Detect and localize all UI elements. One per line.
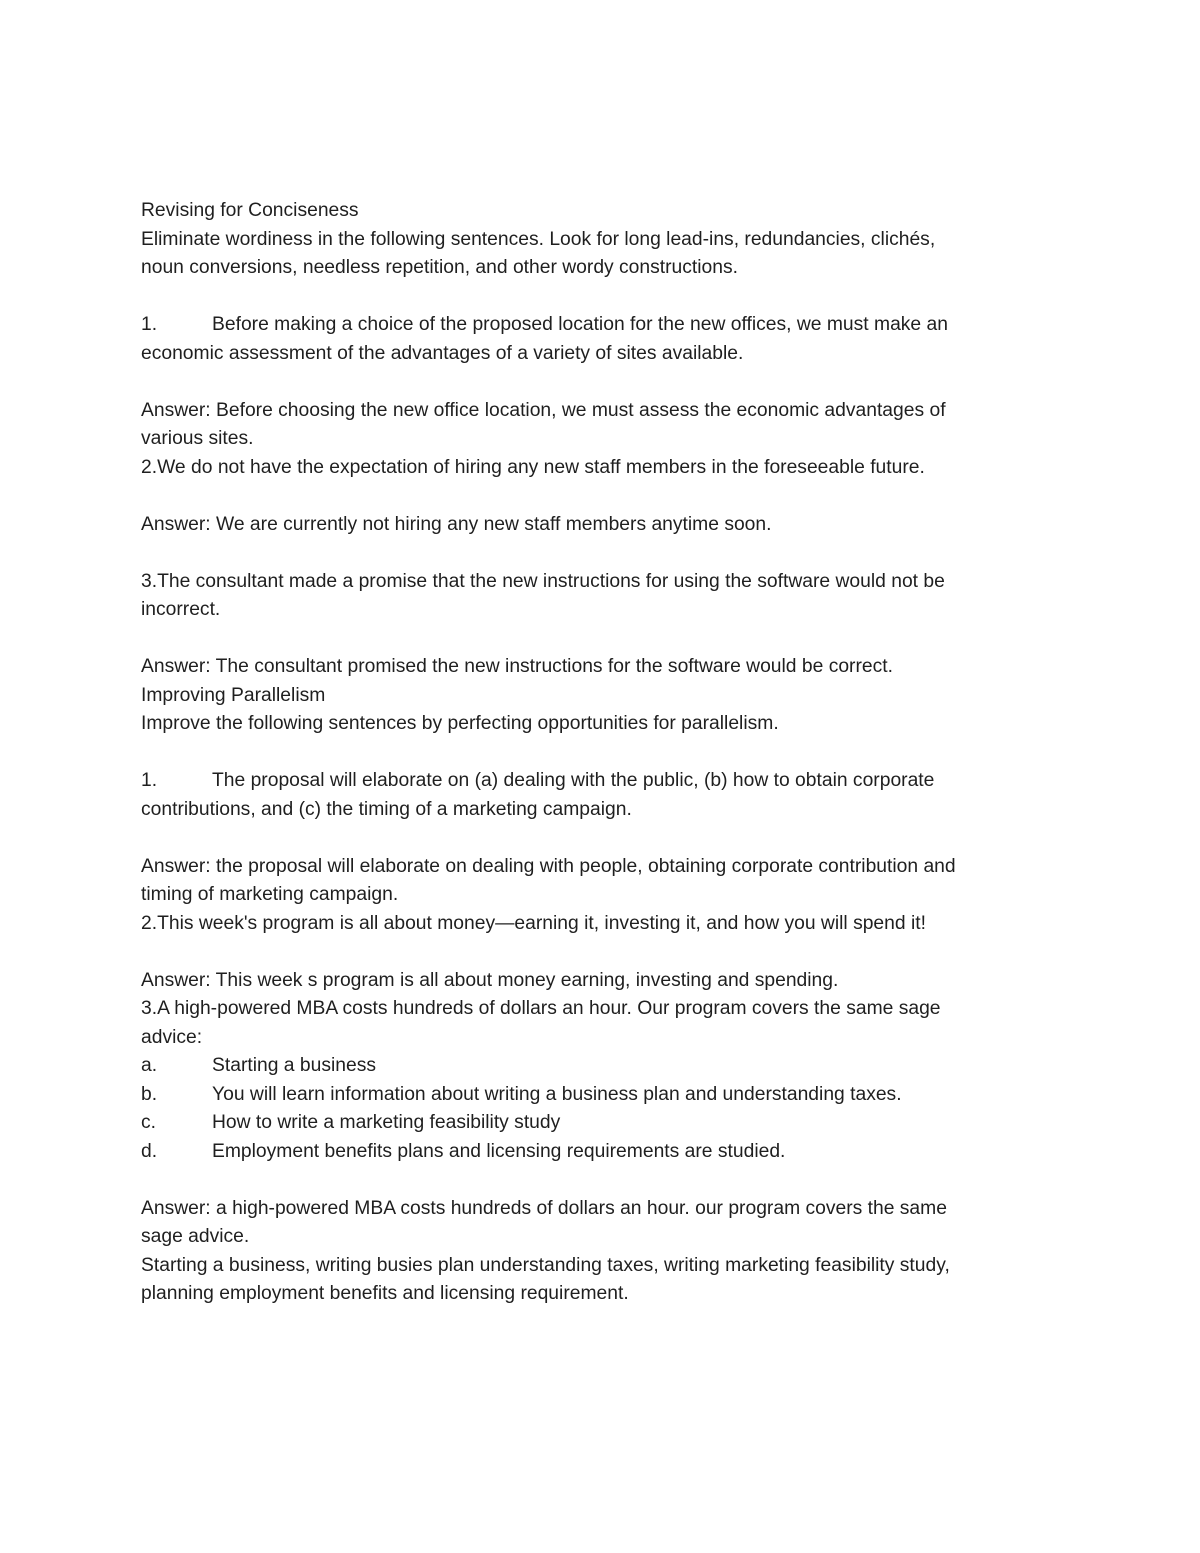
answer-text: Starting a business, writing busies plan understanding taxes, writing marketing feasibility study, (141, 1254, 950, 1276)
question-2: 2.We do not have the expectation of hiring any new staff members in the foreseeable future. (141, 456, 925, 478)
section-heading-conciseness: Revising for Conciseness (141, 200, 359, 221)
list-item (141, 1052, 1066, 1081)
question-1 (141, 767, 1066, 796)
question-text: economic assessment of the advantages of a variety of sites available. (141, 342, 744, 364)
document-page (141, 197, 1066, 1309)
list-item-text: How to write a marketing feasibility study (212, 1112, 561, 1133)
question-text: contributions, and (c) the timing of a marketing campaign. (141, 798, 632, 820)
answer-text: various sites. (141, 428, 254, 449)
question-text: advice: (141, 1026, 203, 1048)
list-item (141, 1081, 1066, 1110)
list-item-text: Employment benefits plans and licensing requirements are studied. (212, 1140, 786, 1162)
question-2: 2.This week's program is all about money—earning it, investing it, and how you will spend it! (141, 912, 926, 934)
instructions-line: Improve the following sentences by perfecting opportunities for parallelism. (141, 713, 779, 734)
list-item (141, 1138, 1066, 1167)
answer-text: planning employment benefits and licensing requirement. (141, 1283, 629, 1304)
spacer (141, 482, 1066, 511)
list-item-label: a. (141, 1055, 158, 1076)
spacer (141, 824, 1066, 853)
instructions-line: Eliminate wordiness in the following sentences. Look for long lead-ins, redundancies, clichés, (141, 228, 936, 250)
question-text: Before making a choice of the proposed location for the new offices, we must make an (212, 314, 948, 335)
spacer (141, 368, 1066, 397)
list-item-text: You will learn information about writing a business plan and understanding taxes. (212, 1083, 902, 1105)
spacer (141, 1166, 1066, 1195)
answer-text: sage advice. (141, 1226, 250, 1247)
answer-text: Answer: a high-powered MBA costs hundreds of dollars an hour. our program covers the same (141, 1197, 947, 1219)
spacer (141, 283, 1066, 312)
spacer (141, 739, 1066, 768)
question-3: 3.A high-powered MBA costs hundreds of dollars an hour. Our program covers the same sage (141, 998, 941, 1019)
question-3: 3.The consultant made a promise that the new instructions for using the software would not be (141, 570, 945, 592)
question-number: 1. (141, 770, 158, 791)
answer-text: Answer: Before choosing the new office location, we must assess the economic advantages of (141, 399, 946, 421)
section-heading-parallelism: Improving Parallelism (141, 684, 326, 706)
spacer (141, 938, 1066, 967)
spacer (141, 539, 1066, 568)
answer-text: Answer: This week s program is all about money earning, investing and spending. (141, 969, 839, 991)
question-text: incorrect. (141, 599, 221, 620)
question-1 (141, 311, 1066, 340)
list-item-label: b. (141, 1083, 158, 1105)
question-text: The proposal will elaborate on (a) dealing with the public, (b) how to obtain corporate (212, 770, 935, 791)
instructions-line: noun conversions, needless repetition, and other wordy constructions. (141, 257, 738, 278)
answer-text: Answer: We are currently not hiring any new staff members anytime soon. (141, 513, 772, 535)
list-item-label: c. (141, 1112, 156, 1133)
answer-text: timing of marketing campaign. (141, 884, 399, 905)
answer-text: Answer: The consultant promised the new instructions for the software would be correct. (141, 656, 893, 677)
list-item-label: d. (141, 1140, 158, 1162)
list-item-text: Starting a business (212, 1055, 376, 1076)
list-item (141, 1109, 1066, 1138)
spacer (141, 625, 1066, 654)
question-number: 1. (141, 314, 158, 335)
answer-text: Answer: the proposal will elaborate on dealing with people, obtaining corporate contribution and (141, 855, 956, 877)
